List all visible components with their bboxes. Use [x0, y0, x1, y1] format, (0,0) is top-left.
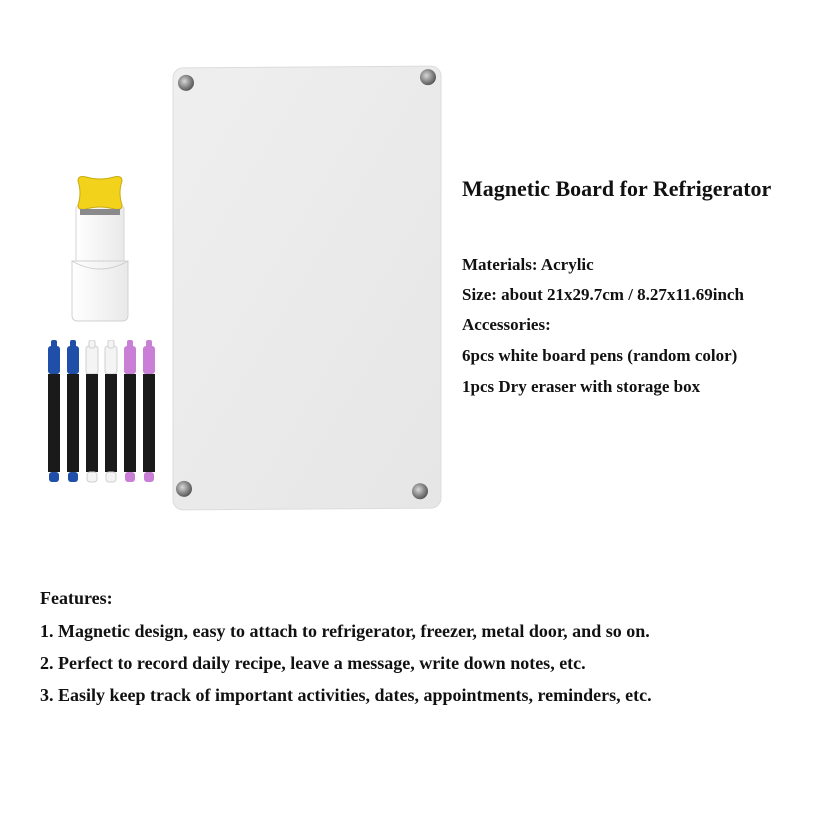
eraser-with-storage-box-image: [68, 175, 132, 325]
pen-icon: [48, 340, 155, 482]
spec-pens: 6pcs white board pens (random color): [462, 346, 738, 365]
whiteboard-pens-image: [44, 340, 160, 486]
spec-materials: Materials: Acrylic: [462, 255, 594, 274]
whiteboard-image: [172, 65, 442, 511]
product-title: Magnetic Board for Refrigerator: [462, 176, 772, 201]
feature-item: 1. Magnetic design, easy to attach to refrigerator, freezer, metal door, and so on.: [40, 621, 650, 641]
features-heading: Features:: [40, 588, 113, 608]
feature-item: 2. Perfect to record daily recipe, leave a message, write down notes, etc.: [40, 653, 586, 673]
spec-eraser: 1pcs Dry eraser with storage box: [462, 377, 701, 396]
spec-size: Size: about 21x29.7cm / 8.27x11.69inch: [462, 285, 744, 304]
feature-item: 3. Easily keep track of important activities, dates, appointments, reminders, etc.: [40, 685, 652, 705]
spec-accessories-heading: Accessories:: [462, 315, 551, 334]
